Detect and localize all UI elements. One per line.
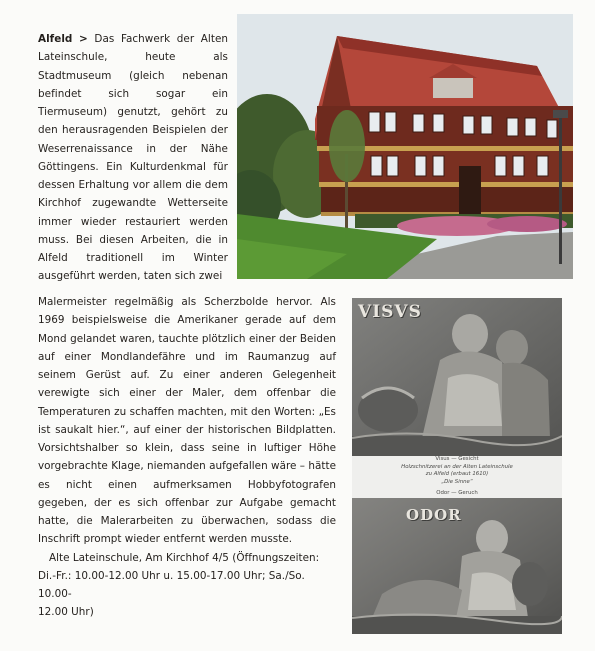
lead-arrow: > bbox=[79, 33, 88, 45]
half-timbered-house-image bbox=[237, 14, 573, 279]
address-paragraph bbox=[38, 549, 336, 622]
caption-middle bbox=[352, 464, 562, 486]
caption-bottom: Odor — Geruch bbox=[436, 490, 478, 496]
caption-middle-line-3: „Die Sinne“ bbox=[441, 478, 473, 485]
lead-place: Alfeld bbox=[38, 33, 73, 45]
caption-middle-line-1: Holzschnitzerei an der Alten Lateinschule bbox=[401, 464, 513, 470]
wide-paragraph: Malermeister regelmäßig als Scherzbolde hervor. Als 1969 beispielsweise die Amerikaner gerade auf dem Mond gelandet waren, tauchte plötzlich einer der Beiden auf einer Mondlandefähre und im Raumanzug auf seinem Gerüst auf. Zu einer anderen Gelegenheit verewigte sich einer der Maler, dem offenbar die Temperaturen zu schaffen machten, mit den Worten: „Es ist saukalt hier.“, auf einer der historischen Bildplatten. Vorsichtshalber so klein, dass seine in luftiger Höhe vorgebrachte Klage, niemanden aufgefallen wäre – hätte es nicht einen aufmerksamen Hobbyfotografen gegeben, der es sich offenbar zur Aufgabe gemacht hatte, die Malerarbeiten zu überwachen, sodass die Inschrift prompt wieder entfernt werden musste. bbox=[38, 296, 336, 546]
caption-top: Visus — Gesicht bbox=[435, 456, 479, 462]
article-column bbox=[38, 30, 228, 286]
intro-paragraph bbox=[38, 30, 228, 286]
address-line-1: Alte Lateinschule, Am Kirchhof 4/5 (Öffnungszeiten: bbox=[49, 551, 320, 564]
address-line-3: 12.00 Uhr) bbox=[38, 606, 94, 619]
caption-middle-line-2: zu Alfeld (erbaut 1610) bbox=[425, 471, 489, 478]
address-line-2: Di.-Fr.: 10.00-12.00 Uhr u. 15.00-17.00 Uhr; Sa./So. 10.00- bbox=[38, 569, 305, 600]
visus-inscription: VISVS bbox=[358, 302, 422, 322]
odor-inscription: ODOR bbox=[406, 506, 462, 524]
relief-panel-visus bbox=[352, 298, 562, 456]
column-paragraph-text: Das Fachwerk der Alten Lateinschule, heute als Stadtmuseum (gleich nebenan befindet sich sogar ein Tiermuseum) genutzt, gehört zu den herausragenden Beispielen der Weserrenaissance in der Nähe Göttingens. Ein Kulturdenkmal für dessen Erhaltung vor allem die dem Kirchhof zugewandte Wetterseite immer wieder restauriert werden muss. Bei diesen Arbeiten, die in Alfeld traditionell im Winter ausgeführt werden, taten sich zwei bbox=[38, 33, 229, 283]
relief-panel-odor bbox=[352, 498, 562, 634]
relief-caption bbox=[352, 456, 562, 498]
building-photo bbox=[237, 14, 573, 279]
article-wide-column bbox=[38, 293, 336, 622]
